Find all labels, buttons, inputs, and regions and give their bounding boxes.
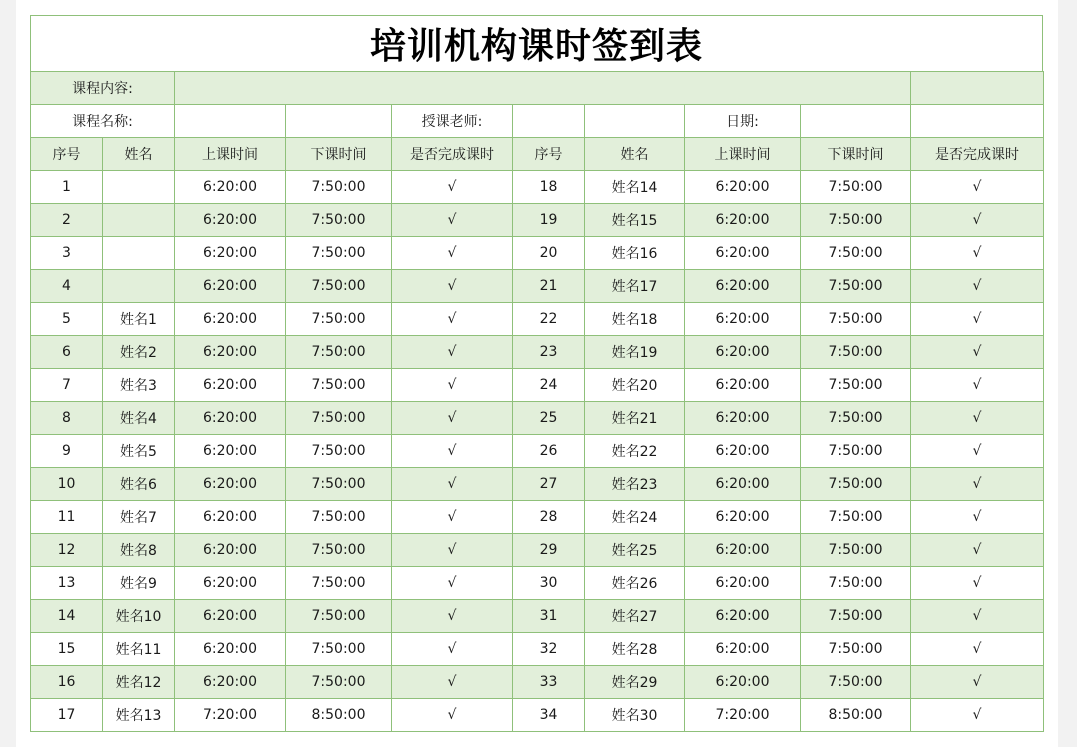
course-content-label: 课程内容: (31, 72, 175, 105)
table-row (31, 633, 1044, 666)
name-cell[interactable]: 姓名2 (103, 336, 175, 369)
sign-in-sheet (30, 15, 1043, 747)
date-cell[interactable] (801, 105, 911, 138)
completed-cell[interactable]: √ (911, 501, 1044, 534)
table-row (31, 336, 1044, 369)
end-time-cell[interactable]: 7:50:00 (801, 237, 911, 270)
start-time-cell[interactable]: 6:20:00 (685, 237, 801, 270)
table-row (31, 204, 1044, 237)
completed-cell[interactable]: √ (392, 270, 513, 303)
completed-cell[interactable]: √ (392, 600, 513, 633)
name-cell[interactable]: 姓名4 (103, 402, 175, 435)
sheet-margin-right (1058, 0, 1077, 747)
seq-cell[interactable]: 29 (513, 534, 585, 567)
start-time-cell[interactable]: 6:20:00 (685, 567, 801, 600)
name-cell[interactable]: 姓名16 (585, 237, 685, 270)
column-header: 序号 (31, 138, 103, 171)
end-time-cell[interactable]: 8:50:00 (801, 699, 911, 732)
table-row (31, 567, 1044, 600)
completed-cell[interactable]: √ (911, 633, 1044, 666)
end-time-cell[interactable]: 7:50:00 (286, 270, 392, 303)
name-cell[interactable]: 姓名17 (585, 270, 685, 303)
seq-cell[interactable]: 8 (31, 402, 103, 435)
column-header: 是否完成课时 (911, 138, 1044, 171)
end-time-cell[interactable]: 7:50:00 (801, 402, 911, 435)
seq-cell[interactable]: 24 (513, 369, 585, 402)
completed-cell[interactable]: √ (911, 204, 1044, 237)
table-row (31, 369, 1044, 402)
end-time-cell[interactable]: 7:50:00 (286, 336, 392, 369)
seq-cell[interactable]: 22 (513, 303, 585, 336)
end-time-cell[interactable]: 8:50:00 (286, 699, 392, 732)
completed-cell[interactable]: √ (392, 369, 513, 402)
seq-cell[interactable]: 12 (31, 534, 103, 567)
end-time-cell[interactable]: 7:50:00 (286, 534, 392, 567)
name-cell[interactable]: 姓名11 (103, 633, 175, 666)
name-cell[interactable] (103, 270, 175, 303)
start-time-cell[interactable]: 6:20:00 (175, 534, 286, 567)
start-time-cell[interactable]: 6:20:00 (175, 567, 286, 600)
end-time-cell[interactable]: 7:50:00 (801, 270, 911, 303)
seq-cell[interactable]: 13 (31, 567, 103, 600)
name-cell[interactable] (103, 237, 175, 270)
start-time-cell[interactable]: 6:20:00 (685, 402, 801, 435)
start-time-cell[interactable]: 6:20:00 (685, 633, 801, 666)
start-time-cell[interactable]: 6:20:00 (685, 666, 801, 699)
seq-cell[interactable]: 14 (31, 600, 103, 633)
teacher-cell[interactable] (513, 105, 585, 138)
completed-cell[interactable]: √ (392, 237, 513, 270)
completed-cell[interactable]: √ (392, 171, 513, 204)
name-cell[interactable]: 姓名9 (103, 567, 175, 600)
end-time-cell[interactable]: 7:50:00 (286, 600, 392, 633)
completed-cell[interactable]: √ (911, 237, 1044, 270)
column-header: 姓名 (585, 138, 685, 171)
course-content-extra-cell[interactable] (911, 72, 1044, 105)
start-time-cell[interactable]: 6:20:00 (175, 171, 286, 204)
completed-cell[interactable]: √ (911, 435, 1044, 468)
end-time-cell[interactable]: 7:50:00 (801, 534, 911, 567)
seq-cell[interactable]: 7 (31, 369, 103, 402)
seq-cell[interactable]: 18 (513, 171, 585, 204)
course-content-row (31, 72, 1044, 105)
table-row (31, 468, 1044, 501)
course-name-cell-2[interactable] (286, 105, 392, 138)
completed-cell[interactable]: √ (392, 402, 513, 435)
start-time-cell[interactable]: 6:20:00 (175, 666, 286, 699)
end-time-cell[interactable]: 7:50:00 (286, 666, 392, 699)
name-cell[interactable]: 姓名10 (103, 600, 175, 633)
completed-cell[interactable]: √ (392, 666, 513, 699)
completed-cell[interactable]: √ (911, 402, 1044, 435)
table-row (31, 600, 1044, 633)
end-time-cell[interactable]: 7:50:00 (801, 501, 911, 534)
seq-cell[interactable]: 15 (31, 633, 103, 666)
seq-cell[interactable]: 4 (31, 270, 103, 303)
completed-cell[interactable]: √ (392, 567, 513, 600)
completed-cell[interactable]: √ (392, 501, 513, 534)
column-header: 序号 (513, 138, 585, 171)
seq-cell[interactable]: 10 (31, 468, 103, 501)
seq-cell[interactable]: 1 (31, 171, 103, 204)
name-cell[interactable]: 姓名12 (103, 666, 175, 699)
table-row (31, 534, 1044, 567)
seq-cell[interactable]: 25 (513, 402, 585, 435)
name-cell[interactable]: 姓名22 (585, 435, 685, 468)
completed-cell[interactable]: √ (392, 435, 513, 468)
seq-cell[interactable]: 17 (31, 699, 103, 732)
start-time-cell[interactable]: 6:20:00 (175, 435, 286, 468)
completed-cell[interactable]: √ (392, 633, 513, 666)
end-time-cell[interactable]: 7:50:00 (801, 567, 911, 600)
completed-cell[interactable]: √ (392, 699, 513, 732)
name-cell[interactable]: 姓名20 (585, 369, 685, 402)
start-time-cell[interactable]: 6:20:00 (685, 204, 801, 237)
table-row (31, 402, 1044, 435)
completed-cell[interactable]: √ (911, 303, 1044, 336)
column-header: 下课时间 (801, 138, 911, 171)
end-time-cell[interactable]: 7:50:00 (286, 402, 392, 435)
table-row (31, 666, 1044, 699)
end-time-cell[interactable]: 7:50:00 (286, 369, 392, 402)
start-time-cell[interactable]: 6:20:00 (685, 534, 801, 567)
start-time-cell[interactable]: 6:20:00 (685, 303, 801, 336)
start-time-cell[interactable]: 6:20:00 (175, 204, 286, 237)
end-time-cell[interactable]: 7:50:00 (801, 600, 911, 633)
completed-cell[interactable]: √ (911, 468, 1044, 501)
start-time-cell[interactable]: 6:20:00 (685, 501, 801, 534)
table-row (31, 501, 1044, 534)
start-time-cell[interactable]: 6:20:00 (685, 369, 801, 402)
name-cell[interactable] (103, 171, 175, 204)
sign-in-table (30, 71, 1044, 732)
end-time-cell[interactable]: 7:50:00 (286, 567, 392, 600)
column-header: 是否完成课时 (392, 138, 513, 171)
seq-cell[interactable]: 2 (31, 204, 103, 237)
seq-cell[interactable]: 33 (513, 666, 585, 699)
start-time-cell[interactable]: 6:20:00 (685, 171, 801, 204)
completed-cell[interactable]: √ (911, 171, 1044, 204)
date-label: 日期: (685, 105, 801, 138)
end-time-cell[interactable]: 7:50:00 (801, 171, 911, 204)
name-cell[interactable]: 姓名6 (103, 468, 175, 501)
name-cell[interactable]: 姓名19 (585, 336, 685, 369)
start-time-cell[interactable]: 6:20:00 (685, 435, 801, 468)
name-cell[interactable]: 姓名13 (103, 699, 175, 732)
end-time-cell[interactable]: 7:50:00 (286, 501, 392, 534)
sheet-title: 培训机构课时签到表 (30, 15, 1043, 71)
table-row (31, 699, 1044, 732)
course-name-label: 课程名称: (31, 105, 175, 138)
start-time-cell[interactable]: 6:20:00 (175, 600, 286, 633)
end-time-cell[interactable]: 7:50:00 (286, 468, 392, 501)
name-cell[interactable]: 姓名14 (585, 171, 685, 204)
end-time-cell[interactable]: 7:50:00 (801, 336, 911, 369)
sheet-margin-left (0, 0, 16, 747)
completed-cell[interactable]: √ (392, 336, 513, 369)
end-time-cell[interactable]: 7:50:00 (801, 303, 911, 336)
name-cell[interactable]: 姓名24 (585, 501, 685, 534)
seq-cell[interactable]: 20 (513, 237, 585, 270)
course-info-row (31, 105, 1044, 138)
table-row (31, 171, 1044, 204)
seq-cell[interactable]: 30 (513, 567, 585, 600)
column-header: 上课时间 (685, 138, 801, 171)
end-time-cell[interactable]: 7:50:00 (801, 435, 911, 468)
seq-cell[interactable]: 27 (513, 468, 585, 501)
completed-cell[interactable]: √ (911, 600, 1044, 633)
start-time-cell[interactable]: 6:20:00 (685, 270, 801, 303)
end-time-cell[interactable]: 7:50:00 (286, 171, 392, 204)
column-header: 姓名 (103, 138, 175, 171)
column-header: 下课时间 (286, 138, 392, 171)
table-row (31, 237, 1044, 270)
end-time-cell[interactable]: 7:50:00 (286, 633, 392, 666)
name-cell[interactable]: 姓名3 (103, 369, 175, 402)
start-time-cell[interactable]: 6:20:00 (175, 633, 286, 666)
seq-cell[interactable]: 3 (31, 237, 103, 270)
start-time-cell[interactable]: 6:20:00 (175, 270, 286, 303)
end-time-cell[interactable]: 7:50:00 (286, 237, 392, 270)
completed-cell[interactable]: √ (911, 699, 1044, 732)
name-cell[interactable]: 姓名28 (585, 633, 685, 666)
start-time-cell[interactable]: 6:20:00 (175, 336, 286, 369)
name-cell[interactable]: 姓名27 (585, 600, 685, 633)
start-time-cell[interactable]: 7:20:00 (175, 699, 286, 732)
end-time-cell[interactable]: 7:50:00 (801, 666, 911, 699)
completed-cell[interactable]: √ (911, 270, 1044, 303)
table-row (31, 303, 1044, 336)
seq-cell[interactable]: 26 (513, 435, 585, 468)
completed-cell[interactable]: √ (392, 204, 513, 237)
name-cell[interactable]: 姓名7 (103, 501, 175, 534)
start-time-cell[interactable]: 7:20:00 (685, 699, 801, 732)
end-time-cell[interactable]: 7:50:00 (801, 633, 911, 666)
name-cell[interactable] (103, 204, 175, 237)
name-cell[interactable]: 姓名5 (103, 435, 175, 468)
completed-cell[interactable]: √ (392, 468, 513, 501)
completed-cell[interactable]: √ (911, 336, 1044, 369)
start-time-cell[interactable]: 6:20:00 (175, 501, 286, 534)
seq-cell[interactable]: 19 (513, 204, 585, 237)
course-name-cell[interactable] (175, 105, 286, 138)
name-cell[interactable]: 姓名15 (585, 204, 685, 237)
name-cell[interactable]: 姓名30 (585, 699, 685, 732)
name-cell[interactable]: 姓名21 (585, 402, 685, 435)
name-cell[interactable]: 姓名8 (103, 534, 175, 567)
seq-cell[interactable]: 11 (31, 501, 103, 534)
start-time-cell[interactable]: 6:20:00 (685, 600, 801, 633)
seq-cell[interactable]: 23 (513, 336, 585, 369)
header-row (31, 138, 1044, 171)
seq-cell[interactable]: 5 (31, 303, 103, 336)
start-time-cell[interactable]: 6:20:00 (175, 402, 286, 435)
end-time-cell[interactable]: 7:50:00 (286, 204, 392, 237)
start-time-cell[interactable]: 6:20:00 (175, 468, 286, 501)
start-time-cell[interactable]: 6:20:00 (175, 369, 286, 402)
seq-cell[interactable]: 9 (31, 435, 103, 468)
completed-cell[interactable]: √ (911, 534, 1044, 567)
start-time-cell[interactable]: 6:20:00 (175, 303, 286, 336)
seq-cell[interactable]: 34 (513, 699, 585, 732)
seq-cell[interactable]: 31 (513, 600, 585, 633)
completed-cell[interactable]: √ (911, 567, 1044, 600)
column-header: 上课时间 (175, 138, 286, 171)
completed-cell[interactable]: √ (911, 369, 1044, 402)
name-cell[interactable]: 姓名1 (103, 303, 175, 336)
start-time-cell[interactable]: 6:20:00 (685, 336, 801, 369)
name-cell[interactable]: 姓名26 (585, 567, 685, 600)
end-time-cell[interactable]: 7:50:00 (286, 303, 392, 336)
seq-cell[interactable]: 21 (513, 270, 585, 303)
end-time-cell[interactable]: 7:50:00 (801, 204, 911, 237)
teacher-label: 授课老师: (392, 105, 513, 138)
seq-cell[interactable]: 28 (513, 501, 585, 534)
end-time-cell[interactable]: 7:50:00 (801, 468, 911, 501)
completed-cell[interactable]: √ (911, 666, 1044, 699)
name-cell[interactable]: 姓名25 (585, 534, 685, 567)
end-time-cell[interactable]: 7:50:00 (801, 369, 911, 402)
teacher-cell-2[interactable] (585, 105, 685, 138)
date-cell-2[interactable] (911, 105, 1044, 138)
seq-cell[interactable]: 32 (513, 633, 585, 666)
completed-cell[interactable]: √ (392, 303, 513, 336)
start-time-cell[interactable]: 6:20:00 (685, 468, 801, 501)
seq-cell[interactable]: 6 (31, 336, 103, 369)
seq-cell[interactable]: 16 (31, 666, 103, 699)
completed-cell[interactable]: √ (392, 534, 513, 567)
table-row (31, 270, 1044, 303)
name-cell[interactable]: 姓名29 (585, 666, 685, 699)
end-time-cell[interactable]: 7:50:00 (286, 435, 392, 468)
name-cell[interactable]: 姓名23 (585, 468, 685, 501)
start-time-cell[interactable]: 6:20:00 (175, 237, 286, 270)
table-row (31, 435, 1044, 468)
course-content-cell[interactable] (175, 72, 911, 105)
name-cell[interactable]: 姓名18 (585, 303, 685, 336)
